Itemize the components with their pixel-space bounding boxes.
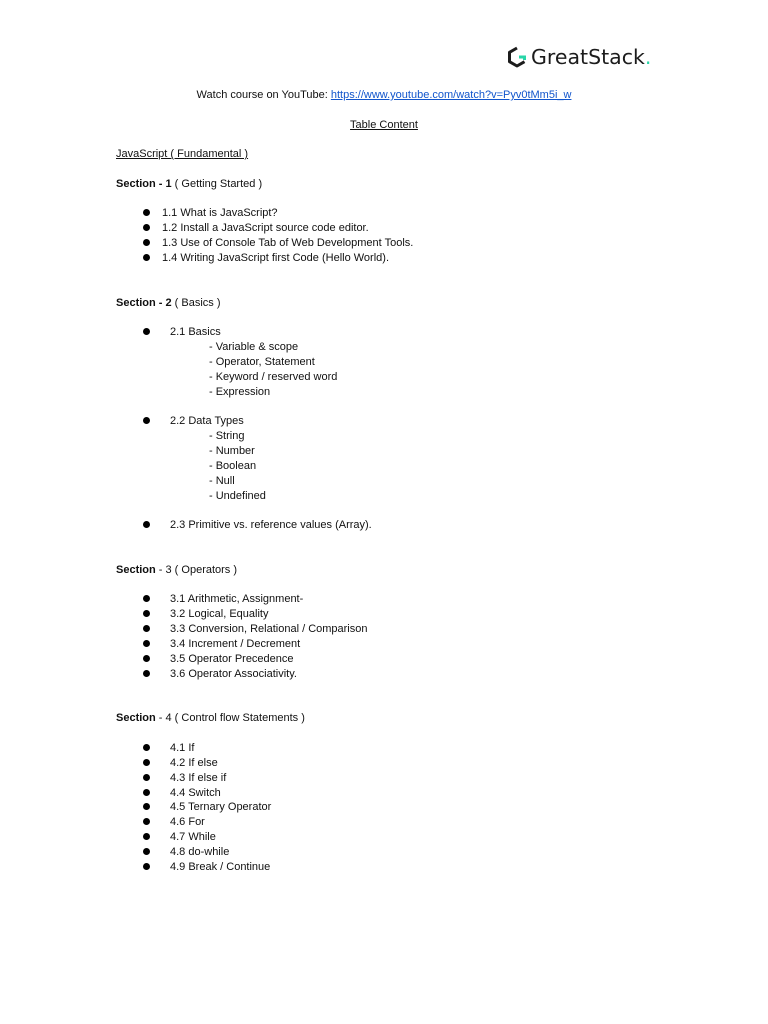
- greatstack-logo-icon: [506, 46, 528, 68]
- section-2-title: ( Basics ): [171, 297, 221, 309]
- watch-line: [0, 88, 768, 102]
- list-item: 4.4 Switch: [170, 786, 221, 799]
- list-item: 1.4 Writing JavaScript first Code (Hello World).: [162, 251, 389, 264]
- bullet-icon: [143, 625, 150, 632]
- bullet-icon: [143, 744, 150, 751]
- list-item: 4.7 While: [170, 831, 216, 844]
- list-item: 1.3 Use of Console Tab of Web Development Tools.: [162, 236, 414, 249]
- sub-item: - Keyword / reserved word: [209, 370, 338, 383]
- bullet-icon: [143, 833, 150, 840]
- bullet-icon: [143, 848, 150, 855]
- list-item: 1.1 What is JavaScript?: [162, 207, 278, 219]
- list-item: 3.3 Conversion, Relational / Comparison: [170, 622, 368, 635]
- section-4-heading: [116, 711, 305, 725]
- section-3-heading: [116, 563, 237, 577]
- bullet-icon: [143, 521, 150, 528]
- list-item: 3.6 Operator Associativity.: [170, 667, 297, 680]
- sub-item: - Null: [209, 474, 235, 487]
- sub-item: - Expression: [209, 385, 271, 398]
- list-item: 3.4 Increment / Decrement: [170, 637, 301, 650]
- toc-title: Table Content: [350, 119, 418, 131]
- section-2-heading: [116, 296, 221, 310]
- bullet-icon: [143, 328, 150, 335]
- list-item: 2.3 Primitive vs. reference values (Array).: [170, 519, 372, 531]
- list-item: 4.6 For: [170, 816, 205, 829]
- sub-item: - Variable & scope: [209, 341, 299, 353]
- section-3-label: Section: [116, 564, 156, 576]
- watch-prefix: Watch course on YouTube:: [196, 89, 331, 101]
- youtube-link[interactable]: https://www.youtube.com/watch?v=Pyv0tMm5i_w: [330, 89, 572, 101]
- bullet-icon: [143, 640, 150, 647]
- bullet-icon: [143, 254, 150, 261]
- list-item: 2.2 Data Types: [170, 415, 244, 427]
- list-item: 4.9 Break / Continue: [170, 860, 271, 873]
- bullet-icon: [143, 655, 150, 662]
- section-3-title: - 3 ( Operators ): [155, 564, 238, 576]
- bullet-icon: [143, 670, 150, 677]
- bullet-icon: [143, 863, 150, 870]
- list-item: 3.1 Arithmetic, Assignment-: [170, 593, 304, 605]
- list-item: 4.8 do-while: [170, 845, 230, 858]
- list-item: 3.2 Logical, Equality: [170, 607, 269, 620]
- list-item: 2.1 Basics: [170, 326, 221, 338]
- list-item: 1.2 Install a JavaScript source code editor.: [162, 221, 369, 234]
- sub-item: - Operator, Statement: [209, 355, 315, 368]
- sub-item: - Undefined: [209, 489, 266, 502]
- greatstack-logo: [506, 43, 651, 71]
- section-4-label: Section: [116, 712, 156, 724]
- section-4-title: - 4 ( Control flow Statements ): [155, 712, 305, 724]
- logo-dot: .: [644, 45, 652, 69]
- list-item: 4.3 If else if: [170, 771, 227, 784]
- section-1-heading: [116, 177, 262, 191]
- logo-text: GreatStack: [531, 45, 645, 69]
- list-item: 4.5 Ternary Operator: [170, 801, 272, 814]
- bullet-icon: [143, 803, 150, 810]
- sub-item: - Boolean: [209, 459, 257, 472]
- bullet-icon: [143, 818, 150, 825]
- bullet-icon: [143, 759, 150, 766]
- bullet-icon: [143, 224, 150, 231]
- list-item: 4.2 If else: [170, 756, 218, 769]
- section-2-label: Section - 2: [116, 297, 172, 309]
- bullet-icon: [143, 774, 150, 781]
- bullet-icon: [143, 239, 150, 246]
- sub-item: - Number: [209, 444, 255, 457]
- list-item: 3.5 Operator Precedence: [170, 652, 294, 665]
- bullet-icon: [143, 610, 150, 617]
- bullet-icon: [143, 417, 150, 424]
- sub-item: - String: [209, 430, 245, 442]
- bullet-icon: [143, 595, 150, 602]
- course-title: JavaScript ( Fundamental ): [116, 148, 249, 160]
- bullet-icon: [143, 789, 150, 796]
- section-1-label: Section - 1: [116, 178, 172, 190]
- list-item: 4.1 If: [170, 742, 195, 754]
- section-1-title: ( Getting Started ): [171, 178, 263, 190]
- bullet-icon: [143, 209, 150, 216]
